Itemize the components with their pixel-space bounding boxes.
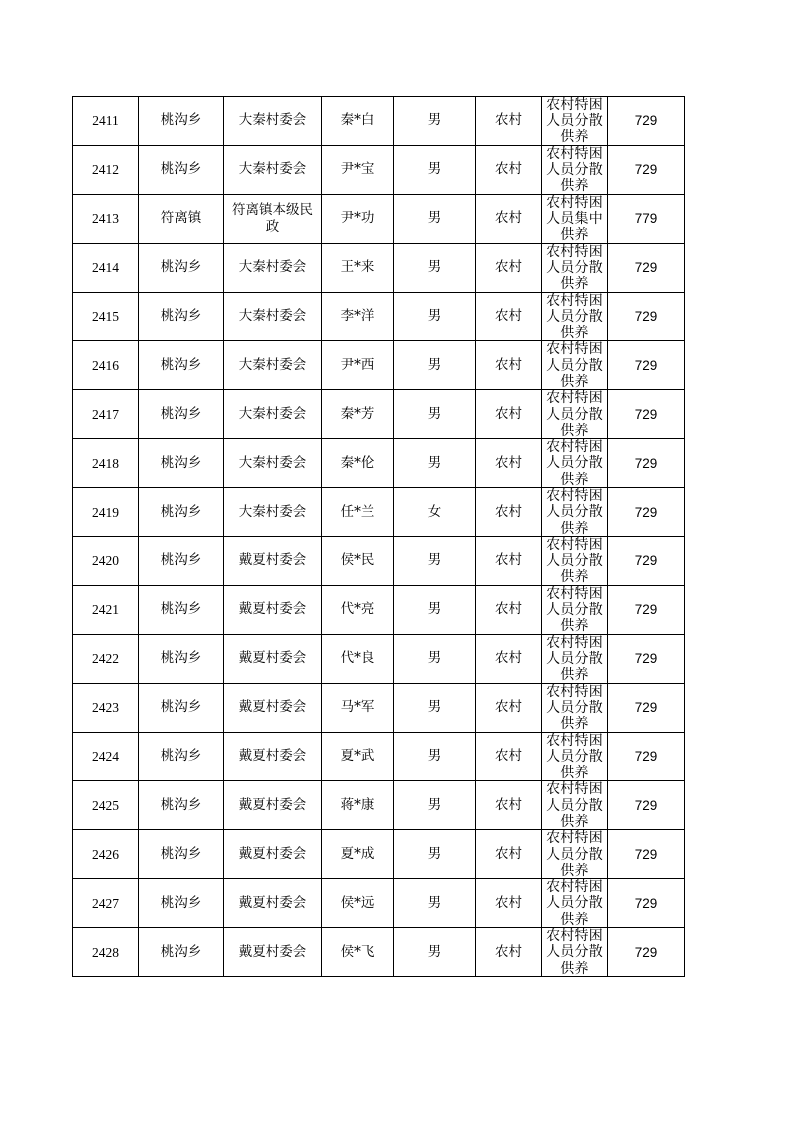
area-type-cell: 农村 [476, 634, 542, 683]
support-category-text: 农村特困人员分散供养 [546, 145, 603, 193]
village-cell: 戴夏村委会 [224, 634, 322, 683]
support-category-text: 农村特困人员分散供养 [546, 243, 603, 291]
row-number-cell: 2412 [73, 145, 139, 194]
support-category-text: 农村特困人员分散供养 [546, 488, 603, 536]
row-number-cell: 2422 [73, 634, 139, 683]
township-cell: 桃沟乡 [139, 683, 224, 732]
amount-cell: 729 [608, 732, 685, 781]
person-name-cell: 蒋*康 [322, 781, 394, 830]
village-cell: 戴夏村委会 [224, 732, 322, 781]
amount-cell: 729 [608, 243, 685, 292]
area-type-cell: 农村 [476, 537, 542, 586]
table-row [73, 879, 685, 928]
gender-cell: 男 [394, 732, 476, 781]
person-name-cell: 秦*伦 [322, 439, 394, 488]
township-cell: 桃沟乡 [139, 585, 224, 634]
amount-cell: 779 [608, 194, 685, 243]
row-number-cell: 2421 [73, 585, 139, 634]
table-row [73, 390, 685, 439]
person-name-cell: 王*来 [322, 243, 394, 292]
support-category-cell [542, 145, 608, 194]
row-number-cell: 2418 [73, 439, 139, 488]
area-type-cell: 农村 [476, 683, 542, 732]
amount-cell: 729 [608, 879, 685, 928]
amount-cell: 729 [608, 341, 685, 390]
township-cell: 符离镇 [139, 194, 224, 243]
person-name-cell: 秦*白 [322, 97, 394, 146]
amount-cell: 729 [608, 439, 685, 488]
gender-cell: 女 [394, 488, 476, 537]
row-number-cell: 2424 [73, 732, 139, 781]
row-number-cell: 2427 [73, 879, 139, 928]
support-category-cell [542, 928, 608, 977]
village-cell: 戴夏村委会 [224, 879, 322, 928]
person-name-cell: 夏*武 [322, 732, 394, 781]
amount-cell: 729 [608, 390, 685, 439]
amount-cell: 729 [608, 585, 685, 634]
gender-cell: 男 [394, 781, 476, 830]
township-cell: 桃沟乡 [139, 341, 224, 390]
township-cell: 桃沟乡 [139, 830, 224, 879]
gender-cell: 男 [394, 537, 476, 586]
person-name-cell: 夏*成 [322, 830, 394, 879]
gender-cell: 男 [394, 97, 476, 146]
support-category-cell [542, 341, 608, 390]
village-cell: 戴夏村委会 [224, 781, 322, 830]
support-category-cell [542, 292, 608, 341]
support-category-text: 农村特困人员分散供养 [546, 341, 603, 389]
township-cell: 桃沟乡 [139, 390, 224, 439]
row-number-cell: 2415 [73, 292, 139, 341]
person-name-cell: 任*兰 [322, 488, 394, 537]
village-cell: 大秦村委会 [224, 341, 322, 390]
beneficiary-table [72, 96, 685, 977]
table-row [73, 830, 685, 879]
person-name-cell: 马*军 [322, 683, 394, 732]
township-cell: 桃沟乡 [139, 243, 224, 292]
township-cell: 桃沟乡 [139, 488, 224, 537]
row-number-cell: 2423 [73, 683, 139, 732]
village-cell: 戴夏村委会 [224, 830, 322, 879]
support-category-cell [542, 781, 608, 830]
row-number-cell: 2419 [73, 488, 139, 537]
township-cell: 桃沟乡 [139, 439, 224, 488]
village-cell: 戴夏村委会 [224, 683, 322, 732]
amount-cell: 729 [608, 781, 685, 830]
person-name-cell: 代*亮 [322, 585, 394, 634]
row-number-cell: 2420 [73, 537, 139, 586]
row-number-cell: 2425 [73, 781, 139, 830]
gender-cell: 男 [394, 683, 476, 732]
area-type-cell: 农村 [476, 145, 542, 194]
gender-cell: 男 [394, 634, 476, 683]
table-row [73, 634, 685, 683]
area-type-cell: 农村 [476, 390, 542, 439]
person-name-cell: 尹*西 [322, 341, 394, 390]
person-name-cell: 侯*民 [322, 537, 394, 586]
area-type-cell: 农村 [476, 243, 542, 292]
person-name-cell: 侯*飞 [322, 928, 394, 977]
village-cell: 戴夏村委会 [224, 537, 322, 586]
support-category-cell [542, 97, 608, 146]
village-cell: 大秦村委会 [224, 390, 322, 439]
village-cell: 大秦村委会 [224, 439, 322, 488]
village-cell: 符离镇本级民政 [224, 194, 322, 243]
support-category-text: 农村特困人员分散供养 [546, 879, 603, 927]
gender-cell: 男 [394, 585, 476, 634]
row-number-cell: 2413 [73, 194, 139, 243]
support-category-text: 农村特困人员分散供养 [546, 928, 603, 976]
support-category-text: 农村特困人员分散供养 [546, 634, 603, 682]
support-category-cell [542, 683, 608, 732]
person-name-cell: 李*洋 [322, 292, 394, 341]
support-category-cell [542, 243, 608, 292]
village-cell: 戴夏村委会 [224, 928, 322, 977]
support-category-text: 农村特困人员分散供养 [546, 732, 603, 780]
amount-cell: 729 [608, 928, 685, 977]
area-type-cell: 农村 [476, 341, 542, 390]
table-row [73, 439, 685, 488]
person-name-cell: 代*良 [322, 634, 394, 683]
support-category-text: 农村特困人员分散供养 [546, 97, 603, 144]
township-cell: 桃沟乡 [139, 732, 224, 781]
area-type-cell: 农村 [476, 585, 542, 634]
table-row [73, 243, 685, 292]
support-category-text: 农村特困人员分散供养 [546, 683, 603, 731]
table-row [73, 585, 685, 634]
amount-cell: 729 [608, 683, 685, 732]
township-cell: 桃沟乡 [139, 145, 224, 194]
table-body [73, 97, 685, 977]
support-category-text: 农村特困人员分散供养 [546, 439, 603, 487]
village-cell: 大秦村委会 [224, 97, 322, 146]
area-type-cell: 农村 [476, 97, 542, 146]
township-cell: 桃沟乡 [139, 781, 224, 830]
township-cell: 桃沟乡 [139, 537, 224, 586]
person-name-cell: 秦*芳 [322, 390, 394, 439]
gender-cell: 男 [394, 243, 476, 292]
village-cell: 大秦村委会 [224, 292, 322, 341]
gender-cell: 男 [394, 830, 476, 879]
row-number-cell: 2428 [73, 928, 139, 977]
area-type-cell: 农村 [476, 830, 542, 879]
area-type-cell: 农村 [476, 439, 542, 488]
beneficiary-table-sheet [72, 96, 684, 977]
row-number-cell: 2411 [73, 97, 139, 146]
table-row [73, 292, 685, 341]
support-category-cell [542, 879, 608, 928]
village-cell: 大秦村委会 [224, 145, 322, 194]
township-cell: 桃沟乡 [139, 634, 224, 683]
township-cell: 桃沟乡 [139, 292, 224, 341]
area-type-cell: 农村 [476, 488, 542, 537]
row-number-cell: 2426 [73, 830, 139, 879]
area-type-cell: 农村 [476, 879, 542, 928]
amount-cell: 729 [608, 488, 685, 537]
support-category-text: 农村特困人员集中供养 [546, 194, 603, 242]
area-type-cell: 农村 [476, 292, 542, 341]
gender-cell: 男 [394, 928, 476, 977]
support-category-cell [542, 488, 608, 537]
table-row [73, 928, 685, 977]
person-name-cell: 尹*功 [322, 194, 394, 243]
area-type-cell: 农村 [476, 781, 542, 830]
support-category-cell [542, 830, 608, 879]
gender-cell: 男 [394, 879, 476, 928]
gender-cell: 男 [394, 390, 476, 439]
table-row [73, 341, 685, 390]
township-cell: 桃沟乡 [139, 879, 224, 928]
person-name-cell: 尹*宝 [322, 145, 394, 194]
support-category-text: 农村特困人员分散供养 [546, 537, 603, 585]
table-row [73, 537, 685, 586]
village-cell: 大秦村委会 [224, 243, 322, 292]
amount-cell: 729 [608, 292, 685, 341]
village-cell: 戴夏村委会 [224, 585, 322, 634]
support-category-cell [542, 390, 608, 439]
row-number-cell: 2414 [73, 243, 139, 292]
township-cell: 桃沟乡 [139, 97, 224, 146]
row-number-cell: 2417 [73, 390, 139, 439]
amount-cell: 729 [608, 97, 685, 146]
support-category-text: 农村特困人员分散供养 [546, 585, 603, 633]
amount-cell: 729 [608, 537, 685, 586]
table-row [73, 683, 685, 732]
table-row [73, 488, 685, 537]
area-type-cell: 农村 [476, 928, 542, 977]
support-category-text: 农村特困人员分散供养 [546, 830, 603, 878]
area-type-cell: 农村 [476, 732, 542, 781]
table-row [73, 97, 685, 146]
amount-cell: 729 [608, 830, 685, 879]
support-category-cell [542, 732, 608, 781]
amount-cell: 729 [608, 634, 685, 683]
row-number-cell: 2416 [73, 341, 139, 390]
person-name-cell: 侯*远 [322, 879, 394, 928]
support-category-text: 农村特困人员分散供养 [546, 781, 603, 829]
gender-cell: 男 [394, 292, 476, 341]
support-category-cell [542, 585, 608, 634]
table-row [73, 145, 685, 194]
area-type-cell: 农村 [476, 194, 542, 243]
amount-cell: 729 [608, 145, 685, 194]
support-category-cell [542, 634, 608, 683]
table-row [73, 732, 685, 781]
support-category-cell [542, 537, 608, 586]
support-category-text: 农村特困人员分散供养 [546, 390, 603, 438]
township-cell: 桃沟乡 [139, 928, 224, 977]
gender-cell: 男 [394, 145, 476, 194]
table-row [73, 194, 685, 243]
support-category-cell [542, 194, 608, 243]
gender-cell: 男 [394, 439, 476, 488]
support-category-cell [542, 439, 608, 488]
gender-cell: 男 [394, 341, 476, 390]
village-cell: 大秦村委会 [224, 488, 322, 537]
table-row [73, 781, 685, 830]
support-category-text: 农村特困人员分散供养 [546, 292, 603, 340]
gender-cell: 男 [394, 194, 476, 243]
